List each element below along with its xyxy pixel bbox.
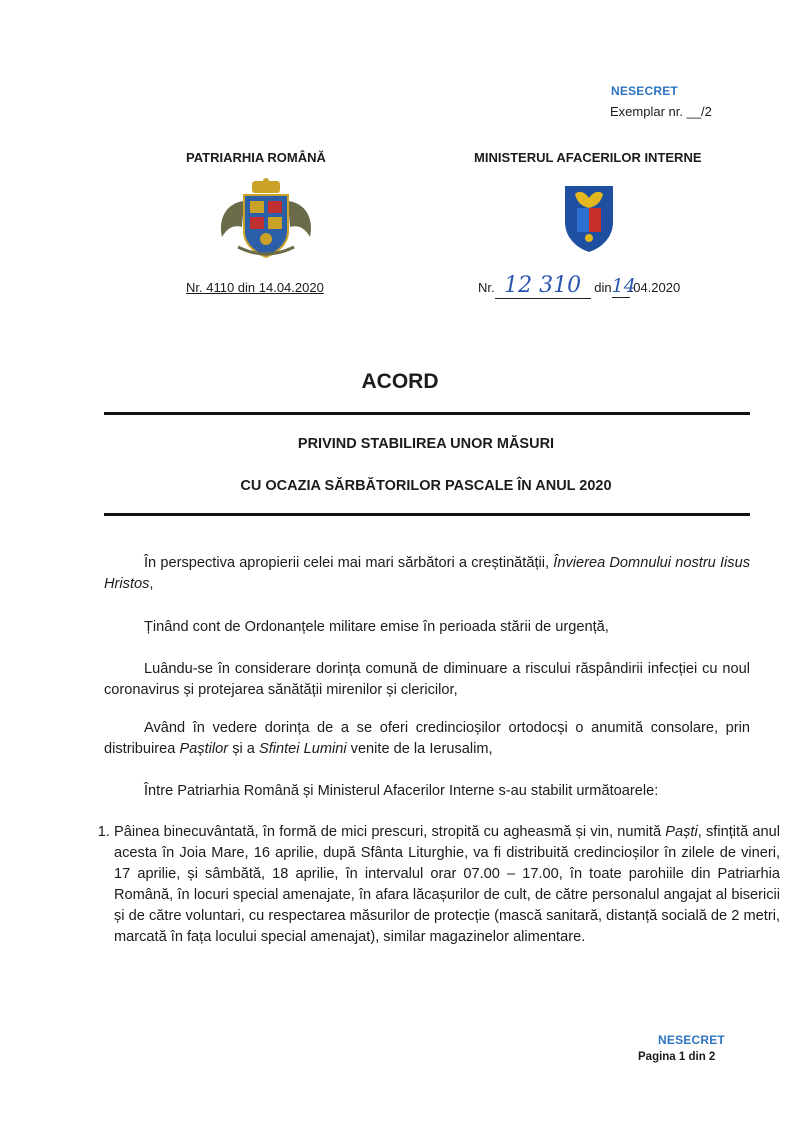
handwritten-number: 12 310 <box>504 273 582 298</box>
paragraph-2: Ținând cont de Ordonanțele militare emise în perioada stării de urgență, <box>144 619 609 635</box>
din-label: din <box>594 280 612 295</box>
left-institution: PATRIARHIA ROMÂNĂ <box>186 150 326 165</box>
right-number-line <box>478 273 680 299</box>
classification-bottom: NESECRET <box>658 1033 725 1047</box>
agreement-items <box>84 822 780 948</box>
page-footer: Pagina 1 din 2 <box>638 1051 716 1063</box>
paragraph-3: Luându-se în considerare dorința comună de diminuare a riscului răspândirii infecției cu noul coronavirus și protejarea sănătății mirenilor și clericilor, <box>104 661 750 698</box>
nr-prefix: Nr. <box>478 280 495 295</box>
paragraph-4: Având în vedere dorința de a se oferi credincioșilor ortodocși o anumită consolare, prin distribuirea Paștilor și a Sfintei Lumini venite de la Ierusalim, <box>104 720 750 757</box>
title-rule-top <box>104 412 750 415</box>
right-institution: MINISTERUL AFACERILOR INTERNE <box>474 150 702 165</box>
list-item: 1. Pâinea binecuvântată, în formă de mici prescuri, stropită cu agheasmă și vin, numită Paști, sfințită anul acesta în Joia Mare, 16 aprilie, după Sfânta Liturghie, va fi distribuită credincioșilor în zilele de vineri, 17 aprilie, și sâmbătă, 18 aprilie, în intervalul orar 07.00 – 17.00, în toate parohiile din Patriarhia Română, în locuri special amenajate, în afara lăcașurilor de cult, de către personalul angajat al bisericii și de către voluntari, cu respectarea măsurilor de protecție (mască sanitară, distanță socială de 2 metri, marcată în fața locului special amenajat), similar magazinelor alimentare. <box>114 822 780 948</box>
patriarchate-emblem-icon <box>214 177 318 261</box>
subtitle-line-1: PRIVIND STABILIREA UNOR MĂSURI <box>297 436 555 452</box>
subtitle-line-2: CU OCAZIA SĂRBĂTORILOR PASCALE ÎN ANUL 2020 <box>240 478 612 494</box>
classification-top: NESECRET <box>611 84 678 98</box>
date-suffix: .04.2020 <box>629 280 681 295</box>
paragraph-5: Între Patriarhia Română și Ministerul Afacerilor Interne s-au stabilit următoarele: <box>144 783 659 799</box>
paragraph-1: În perspectiva apropierii celei mai mari sărbători a creștinătății, Învierea Domnului nostru Iisus Hristos, <box>104 555 751 592</box>
romania-emblem-icon <box>561 182 617 254</box>
title-rule-bottom <box>104 513 750 516</box>
left-number: Nr. 4110 din 14.04.2020 <box>186 280 324 295</box>
document-title: ACORD <box>361 370 439 393</box>
exemplar-number: Exemplar nr. __/2 <box>610 104 712 119</box>
handwritten-day: 14 <box>611 275 636 297</box>
